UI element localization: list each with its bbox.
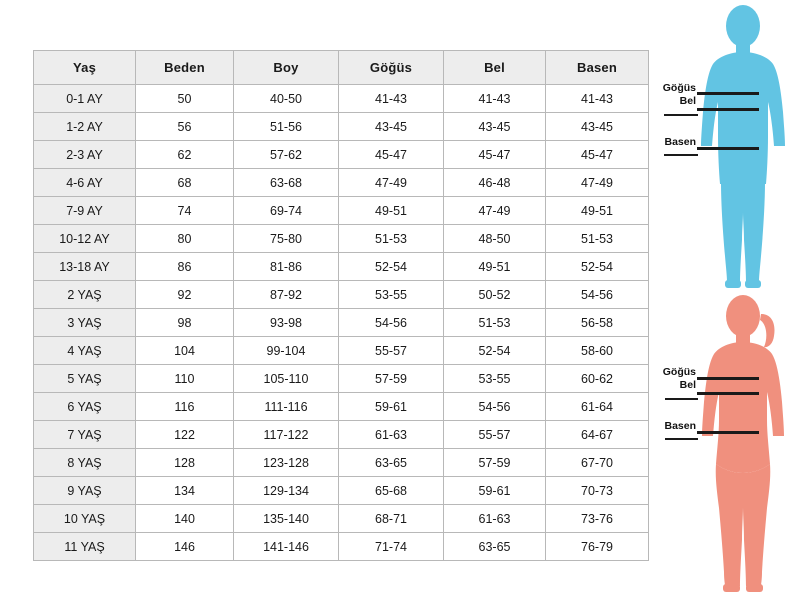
- cell-waist: 47-49: [444, 197, 546, 225]
- cell-height: 51-56: [234, 113, 339, 141]
- cell-waist: 43-45: [444, 113, 546, 141]
- cell-height: 105-110: [234, 365, 339, 393]
- girl-chest-line: [697, 377, 759, 380]
- cell-waist: 46-48: [444, 169, 546, 197]
- cell-waist: 53-55: [444, 365, 546, 393]
- boy-hip-leader-line: [664, 154, 698, 156]
- column-header-chest: Göğüs: [339, 51, 444, 85]
- boy-waist-leader-line: [664, 114, 698, 116]
- column-header-hip: Basen: [546, 51, 649, 85]
- girl-body-silhouette-icon: [688, 292, 798, 592]
- cell-chest: 43-45: [339, 113, 444, 141]
- table-row: [34, 477, 649, 505]
- cell-height: 75-80: [234, 225, 339, 253]
- girl-figure-block: [650, 292, 800, 592]
- cell-size: 74: [136, 197, 234, 225]
- cell-chest: 52-54: [339, 253, 444, 281]
- cell-height: 69-74: [234, 197, 339, 225]
- cell-age: 2-3 AY: [34, 141, 136, 169]
- girl-hip-leader-line: [665, 438, 698, 440]
- girl-hip-line: [697, 431, 759, 434]
- boy-waist-line: [697, 108, 759, 111]
- girl-waist-line: [697, 392, 759, 395]
- boy-chest-label: Göğüs: [662, 82, 696, 94]
- cell-height: 63-68: [234, 169, 339, 197]
- cell-hip: 64-67: [546, 421, 649, 449]
- cell-chest: 65-68: [339, 477, 444, 505]
- cell-chest: 47-49: [339, 169, 444, 197]
- cell-hip: 76-79: [546, 533, 649, 561]
- girl-waist-leader-line: [665, 398, 698, 400]
- boy-hip-label: Basen: [664, 136, 696, 148]
- table-row: [34, 253, 649, 281]
- cell-size: 104: [136, 337, 234, 365]
- cell-size: 146: [136, 533, 234, 561]
- table-row: [34, 141, 649, 169]
- cell-chest: 51-53: [339, 225, 444, 253]
- cell-age: 5 YAŞ: [34, 365, 136, 393]
- cell-waist: 57-59: [444, 449, 546, 477]
- cell-chest: 68-71: [339, 505, 444, 533]
- table-row: [34, 533, 649, 561]
- column-header-waist: Bel: [444, 51, 546, 85]
- girl-chest-label: Göğüs: [662, 366, 696, 378]
- cell-height: 40-50: [234, 85, 339, 113]
- cell-chest: 61-63: [339, 421, 444, 449]
- cell-height: 99-104: [234, 337, 339, 365]
- cell-hip: 58-60: [546, 337, 649, 365]
- table-row: [34, 225, 649, 253]
- size-table: [33, 50, 649, 561]
- cell-age: 7 YAŞ: [34, 421, 136, 449]
- cell-height: 57-62: [234, 141, 339, 169]
- cell-height: 141-146: [234, 533, 339, 561]
- cell-waist: 63-65: [444, 533, 546, 561]
- cell-size: 122: [136, 421, 234, 449]
- table-row: [34, 365, 649, 393]
- cell-waist: 51-53: [444, 309, 546, 337]
- cell-waist: 41-43: [444, 85, 546, 113]
- cell-hip: 49-51: [546, 197, 649, 225]
- table-row: [34, 337, 649, 365]
- table-row: [34, 505, 649, 533]
- table-header: [34, 51, 649, 85]
- cell-waist: 61-63: [444, 505, 546, 533]
- cell-size: 56: [136, 113, 234, 141]
- cell-height: 123-128: [234, 449, 339, 477]
- cell-age: 10 YAŞ: [34, 505, 136, 533]
- cell-size: 80: [136, 225, 234, 253]
- cell-age: 4-6 AY: [34, 169, 136, 197]
- boy-chest-line: [697, 92, 759, 95]
- cell-hip: 60-62: [546, 365, 649, 393]
- cell-chest: 54-56: [339, 309, 444, 337]
- cell-age: 11 YAŞ: [34, 533, 136, 561]
- cell-size: 50: [136, 85, 234, 113]
- table-header-row: [34, 51, 649, 85]
- cell-height: 135-140: [234, 505, 339, 533]
- cell-waist: 52-54: [444, 337, 546, 365]
- cell-chest: 63-65: [339, 449, 444, 477]
- cell-hip: 54-56: [546, 281, 649, 309]
- cell-chest: 53-55: [339, 281, 444, 309]
- cell-height: 111-116: [234, 393, 339, 421]
- table-row: [34, 281, 649, 309]
- girl-hip-label: Basen: [664, 420, 696, 432]
- cell-hip: 56-58: [546, 309, 649, 337]
- cell-size: 110: [136, 365, 234, 393]
- cell-hip: 47-49: [546, 169, 649, 197]
- cell-size: 62: [136, 141, 234, 169]
- cell-height: 81-86: [234, 253, 339, 281]
- table-body: [34, 85, 649, 561]
- cell-age: 13-18 AY: [34, 253, 136, 281]
- cell-waist: 49-51: [444, 253, 546, 281]
- cell-waist: 48-50: [444, 225, 546, 253]
- cell-hip: 52-54: [546, 253, 649, 281]
- column-header-size: Beden: [136, 51, 234, 85]
- cell-hip: 43-45: [546, 113, 649, 141]
- cell-height: 87-92: [234, 281, 339, 309]
- size-table-container: [33, 50, 648, 561]
- cell-hip: 73-76: [546, 505, 649, 533]
- table-row: [34, 197, 649, 225]
- cell-age: 1-2 AY: [34, 113, 136, 141]
- table-row: [34, 169, 649, 197]
- cell-size: 98: [136, 309, 234, 337]
- boy-hip-line: [697, 147, 759, 150]
- cell-size: 92: [136, 281, 234, 309]
- table-row: [34, 449, 649, 477]
- cell-size: 140: [136, 505, 234, 533]
- cell-age: 3 YAŞ: [34, 309, 136, 337]
- cell-age: 0-1 AY: [34, 85, 136, 113]
- table-row: [34, 421, 649, 449]
- boy-waist-label: Bel: [679, 95, 696, 107]
- cell-hip: 67-70: [546, 449, 649, 477]
- cell-age: 4 YAŞ: [34, 337, 136, 365]
- cell-chest: 45-47: [339, 141, 444, 169]
- cell-waist: 54-56: [444, 393, 546, 421]
- cell-chest: 71-74: [339, 533, 444, 561]
- cell-waist: 45-47: [444, 141, 546, 169]
- body-figures: [650, 0, 800, 593]
- cell-hip: 51-53: [546, 225, 649, 253]
- cell-chest: 55-57: [339, 337, 444, 365]
- cell-height: 93-98: [234, 309, 339, 337]
- cell-waist: 59-61: [444, 477, 546, 505]
- cell-height: 129-134: [234, 477, 339, 505]
- cell-hip: 41-43: [546, 85, 649, 113]
- cell-age: 9 YAŞ: [34, 477, 136, 505]
- cell-hip: 61-64: [546, 393, 649, 421]
- cell-chest: 41-43: [339, 85, 444, 113]
- cell-size: 116: [136, 393, 234, 421]
- column-header-height: Boy: [234, 51, 339, 85]
- table-row: [34, 393, 649, 421]
- cell-chest: 49-51: [339, 197, 444, 225]
- cell-size: 128: [136, 449, 234, 477]
- cell-waist: 50-52: [444, 281, 546, 309]
- table-row: [34, 113, 649, 141]
- table-row: [34, 309, 649, 337]
- table-row: [34, 85, 649, 113]
- cell-age: 7-9 AY: [34, 197, 136, 225]
- cell-age: 10-12 AY: [34, 225, 136, 253]
- cell-age: 6 YAŞ: [34, 393, 136, 421]
- cell-height: 117-122: [234, 421, 339, 449]
- cell-hip: 45-47: [546, 141, 649, 169]
- column-header-age: Yaş: [34, 51, 136, 85]
- cell-size: 68: [136, 169, 234, 197]
- cell-waist: 55-57: [444, 421, 546, 449]
- cell-chest: 57-59: [339, 365, 444, 393]
- cell-size: 86: [136, 253, 234, 281]
- boy-figure-block: [650, 4, 800, 294]
- cell-age: 8 YAŞ: [34, 449, 136, 477]
- cell-size: 134: [136, 477, 234, 505]
- girl-waist-label: Bel: [679, 379, 696, 391]
- cell-age: 2 YAŞ: [34, 281, 136, 309]
- cell-chest: 59-61: [339, 393, 444, 421]
- cell-hip: 70-73: [546, 477, 649, 505]
